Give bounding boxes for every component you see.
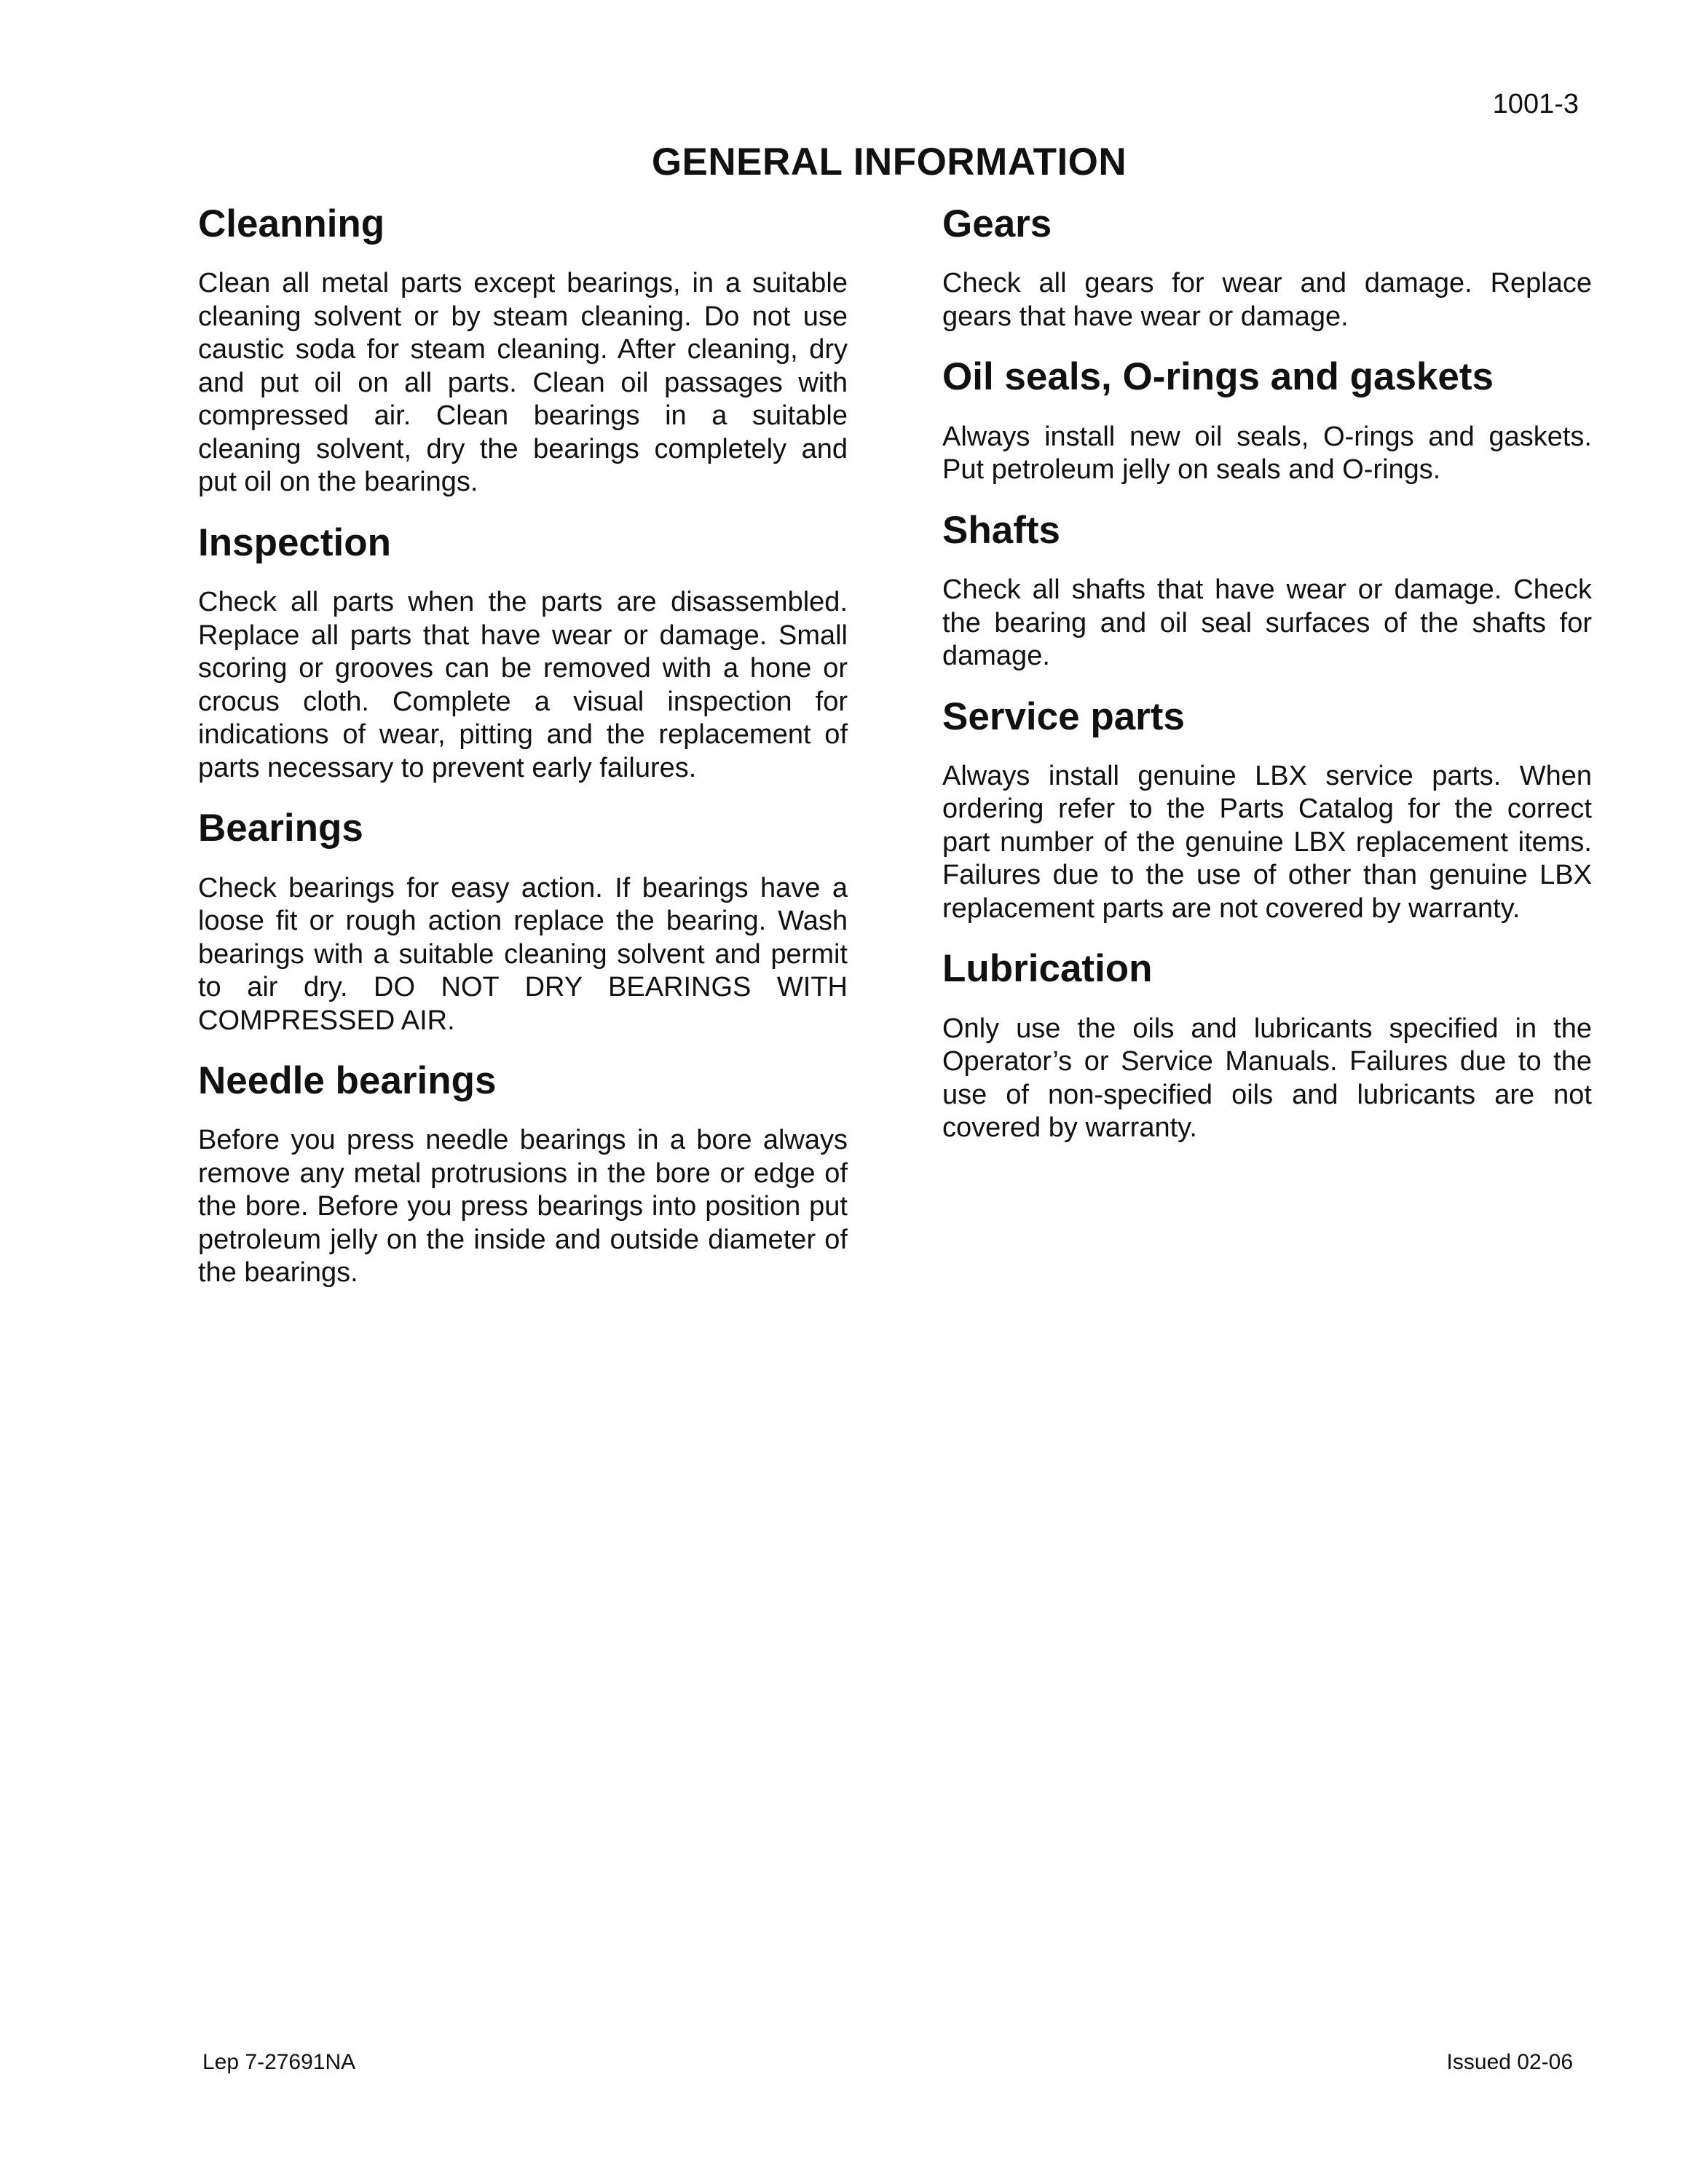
section-body-needle-bearings: Before you press needle bearings in a bore always remove any metal protrusions in the bore or edge of the bore. Before you press bearings into position put petroleum jelly on the inside and outside diameter of the bearings. — [198, 1125, 848, 1289]
footer-issue-date: Issued 02-06 — [1446, 2050, 1573, 2074]
section-heading-gears: Gears — [942, 202, 1052, 245]
section-heading-cleanning: Cleanning — [198, 202, 385, 245]
section-heading-bearings: Bearings — [198, 807, 363, 850]
page-title: GENERAL INFORMATION — [651, 141, 1127, 183]
section-body-inspection: Check all parts when the parts are disassembled. Replace all parts that have wear or damage. Small scoring or grooves can be removed with a hone or crocus cloth. Complete a visual inspection for indications of wear, pitting and the replacement of parts necessary to prevent early failures. — [198, 587, 848, 783]
left-column — [198, 202, 848, 1312]
section-body-shafts: Check all shafts that have wear or damage. Check the bearing and oil seal surfaces of the shafts for damage. — [942, 574, 1592, 672]
section-body-bearings: Check bearings for easy action. If bearings have a loose fit or rough action replace the bearing. Wash bearings with a suitable cleaning solvent and permit to air dry. DO NOT DRY BEARINGS WITH COMPRESSED AIR. — [198, 872, 848, 1036]
section-body-gears: Check all gears for wear and damage. Replace gears that have wear or damage. — [942, 268, 1592, 332]
section-heading-oil-seals: Oil seals, O-rings and gaskets — [942, 355, 1494, 399]
section-heading-lubrication: Lubrication — [942, 947, 1153, 991]
page-number: 1001-3 — [1492, 89, 1579, 119]
section-body-oil-seals: Always install new oil seals, O-rings and gaskets. Put petroleum jelly on seals and O-rings. — [942, 421, 1592, 486]
section-heading-shafts: Shafts — [942, 508, 1060, 552]
section-body-lubrication: Only use the oils and lubricants specified in the Operator’s or Service Manuals. Failures due to the use of non-specified oils and lubricants are not covered by warranty. — [942, 1013, 1592, 1144]
section-body-cleanning: Clean all metal parts except bearings, in a suitable cleaning solvent or by steam cleaning. Do not use caustic soda for steam cleaning. After cleaning, dry and put oil on all parts. Clean oil passages with compressed air. Clean bearings in a suitable cleaning solvent, dry the bearings completely and put oil on the bearings. — [198, 268, 848, 498]
section-heading-service-parts: Service parts — [942, 695, 1185, 738]
right-column — [942, 202, 1592, 1167]
section-heading-inspection: Inspection — [198, 521, 392, 564]
footer-document-number: Lep 7-27691NA — [202, 2050, 356, 2074]
section-body-service-parts: Always install genuine LBX service parts. When ordering refer to the Parts Catalog for the correct part number of the genuine LBX replacement items. Failures due to the use of other than genuine LBX replacement parts are not covered by warranty. — [942, 760, 1592, 924]
section-heading-needle-bearings: Needle bearings — [198, 1059, 497, 1103]
